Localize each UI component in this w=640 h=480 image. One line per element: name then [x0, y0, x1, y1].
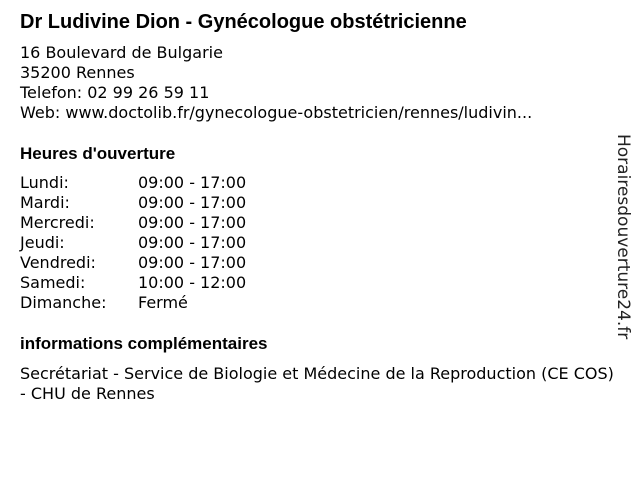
opening-hours-table — [20, 173, 320, 313]
day-label: Jeudi: — [20, 233, 65, 252]
phone-number: Telefon: 02 99 26 59 11 — [20, 83, 210, 102]
time-range: 09:00 - 17:00 — [138, 253, 247, 272]
hours-row-jeudi — [20, 233, 320, 253]
time-range: 09:00 - 17:00 — [138, 193, 247, 212]
time-range: Fermé — [138, 293, 188, 312]
time-range: 09:00 - 17:00 — [138, 233, 247, 252]
hours-row-vendredi — [20, 253, 320, 273]
time-range: 10:00 - 12:00 — [138, 273, 247, 292]
hours-row-lundi — [20, 173, 320, 193]
website-link[interactable]: www.doctolib.fr/gynecologue-obstetricien/rennes/ludivin... — [65, 103, 533, 122]
website-line — [20, 103, 532, 123]
additional-info-heading: informations complémentaires — [20, 334, 268, 353]
address-block — [20, 43, 532, 123]
day-label: Mardi: — [20, 193, 70, 212]
day-label: Mercredi: — [20, 213, 95, 232]
time-range: 09:00 - 17:00 — [138, 173, 247, 192]
site-watermark: Horairesdouverture24.fr — [613, 134, 633, 340]
time-range: 09:00 - 17:00 — [138, 213, 247, 232]
day-label: Samedi: — [20, 273, 86, 292]
opening-hours-heading: Heures d'ouverture — [20, 144, 176, 163]
day-label: Dimanche: — [20, 293, 107, 312]
website-label: Web: — [20, 103, 61, 122]
hours-row-mercredi — [20, 213, 320, 233]
day-label: Vendredi: — [20, 253, 96, 272]
day-label: Lundi: — [20, 173, 69, 192]
page-title: Dr Ludivine Dion - Gynécologue obstétricienne — [20, 11, 467, 33]
city-postal-code: 35200 Rennes — [20, 63, 135, 82]
street-address: 16 Boulevard de Bulgarie — [20, 43, 223, 62]
additional-info-text: Secrétariat - Service de Biologie et Médecine de la Reproduction (CE COS) - CHU de Rennes — [20, 364, 614, 403]
hours-row-dimanche — [20, 293, 320, 313]
hours-row-samedi — [20, 273, 320, 293]
hours-row-mardi — [20, 193, 320, 213]
